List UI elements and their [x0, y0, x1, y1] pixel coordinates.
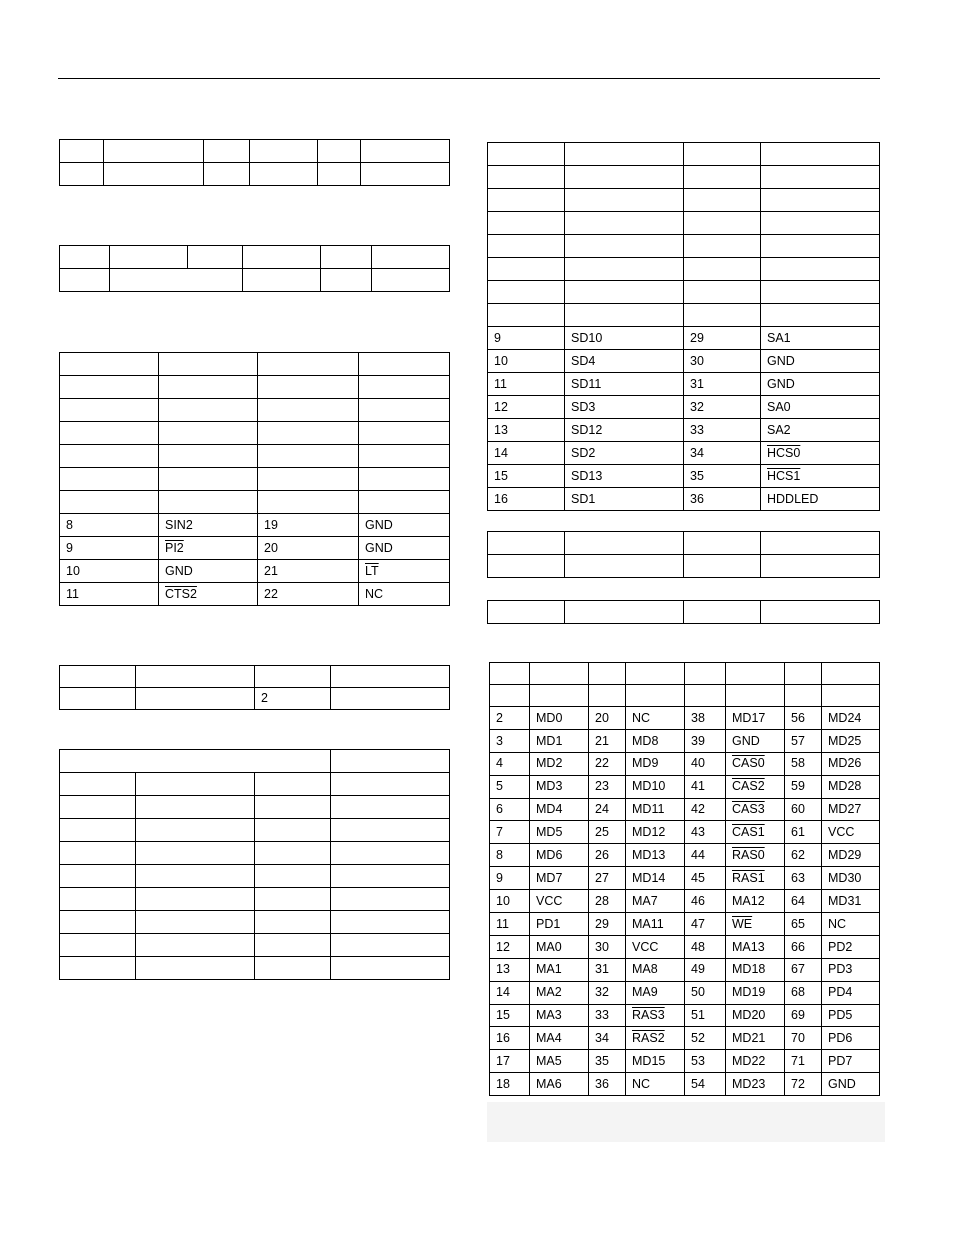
table-cell: HCS1: [761, 465, 880, 488]
table-cell: 4: [490, 752, 530, 775]
table-cell: 72: [785, 1073, 822, 1096]
table-cell: 2: [490, 707, 530, 730]
table-cell: SD1: [565, 488, 684, 511]
table-g: [487, 531, 880, 578]
table-cell: VCC: [822, 821, 880, 844]
table-row: [488, 419, 880, 442]
table-cell: GND: [822, 1073, 880, 1096]
table-cell: GND: [359, 537, 450, 560]
table-row: [490, 821, 880, 844]
table-cell: 18: [490, 1073, 530, 1096]
table-a: [59, 139, 450, 186]
table-cell: 22: [589, 752, 626, 775]
table-cell: 31: [684, 373, 761, 396]
table-cell: 34: [589, 1027, 626, 1050]
table-cell: MD11: [626, 798, 685, 821]
scan-shadow: [487, 1102, 885, 1142]
table-cell: MD7: [530, 867, 589, 890]
table-cell: MD2: [530, 752, 589, 775]
table-cell: CAS1: [726, 821, 785, 844]
table-cell: SA0: [761, 396, 880, 419]
table-cell: 11: [488, 373, 565, 396]
table-cell: 30: [589, 935, 626, 958]
table-cell: MD18: [726, 958, 785, 981]
table-cell: NC: [359, 583, 450, 606]
table-cell: 70: [785, 1027, 822, 1050]
table-cell: 60: [785, 798, 822, 821]
table-cell: PD3: [822, 958, 880, 981]
table-cell: 29: [589, 913, 626, 936]
table-row: [490, 981, 880, 1004]
table-cell: 25: [589, 821, 626, 844]
table-cell: 51: [685, 1004, 726, 1027]
table-cell: 62: [785, 844, 822, 867]
simm-connector-table: [489, 662, 880, 1096]
table-cell: $\overline{WE}$: [726, 913, 785, 936]
table-cell: 10: [490, 890, 530, 913]
table-cell: MD28: [822, 775, 880, 798]
table-cell: 28: [589, 890, 626, 913]
ide-connector-table: [487, 142, 880, 511]
table-cell: MA13: [726, 935, 785, 958]
table-cell: MD19: [726, 981, 785, 1004]
table-cell: 24: [589, 798, 626, 821]
table-cell: PI2: [159, 537, 258, 560]
table-cell: MD27: [822, 798, 880, 821]
table-row: [488, 327, 880, 350]
table-cell: SD13: [565, 465, 684, 488]
table-cell: 33: [589, 1004, 626, 1027]
table-cell: 45: [685, 867, 726, 890]
table-cell: 48: [685, 935, 726, 958]
table-cell: MD8: [626, 729, 685, 752]
table-cell: MD22: [726, 1050, 785, 1073]
table-cell: 15: [488, 465, 565, 488]
table-cell: MD13: [626, 844, 685, 867]
table-cell: MA11: [626, 913, 685, 936]
table-cell: MA5: [530, 1050, 589, 1073]
table-row: [490, 798, 880, 821]
table-cell: MA1: [530, 958, 589, 981]
table-cell: MD0: [530, 707, 589, 730]
table-cell: 63: [785, 867, 822, 890]
table-cell: MD12: [626, 821, 685, 844]
table-cell: MD24: [822, 707, 880, 730]
table-cell: 8: [60, 514, 159, 537]
table-cell: MA7: [626, 890, 685, 913]
table-cell: GND: [159, 560, 258, 583]
table-cell: MA2: [530, 981, 589, 1004]
table-row: [488, 488, 880, 511]
table-cell: SIN2: [159, 514, 258, 537]
table-cell: 71: [785, 1050, 822, 1073]
table-cell: MA3: [530, 1004, 589, 1027]
table-cell: 14: [490, 981, 530, 1004]
table-row: [490, 1004, 880, 1027]
table-row: [488, 396, 880, 419]
table-cell: 61: [785, 821, 822, 844]
table-cell: PD4: [822, 981, 880, 1004]
table-cell: 15: [490, 1004, 530, 1027]
table-cell: 6: [490, 798, 530, 821]
table-cell: MD14: [626, 867, 685, 890]
table-cell: HCS0: [761, 442, 880, 465]
table-row: [488, 442, 880, 465]
table-cell: 31: [589, 958, 626, 981]
table-cell: 53: [685, 1050, 726, 1073]
table-cell: MD21: [726, 1027, 785, 1050]
table-cell: SD10: [565, 327, 684, 350]
table-row: [490, 844, 880, 867]
table-cell: 11: [60, 583, 159, 606]
table-cell: 14: [488, 442, 565, 465]
table-cell: GND: [726, 729, 785, 752]
table-cell: SA1: [761, 327, 880, 350]
table-cell: 46: [685, 890, 726, 913]
table-row: [490, 913, 880, 936]
table-cell: CTS2: [159, 583, 258, 606]
table-cell: VCC: [530, 890, 589, 913]
table-cell: 16: [488, 488, 565, 511]
table-cell: MD15: [626, 1050, 685, 1073]
table-cell: 69: [785, 1004, 822, 1027]
table-cell: PD6: [822, 1027, 880, 1050]
table-cell: 10: [488, 350, 565, 373]
table-cell: MA9: [626, 981, 685, 1004]
table-e: [59, 749, 450, 980]
table-row: [60, 560, 450, 583]
table-cell: NC: [822, 913, 880, 936]
table-row: [488, 373, 880, 396]
table-cell: RAS0: [726, 844, 785, 867]
table-cell: 68: [785, 981, 822, 1004]
table-cell: 22: [258, 583, 359, 606]
table-cell: 57: [785, 729, 822, 752]
table-cell: 21: [589, 729, 626, 752]
table-cell: MD5: [530, 821, 589, 844]
table-cell: RAS1: [726, 867, 785, 890]
table-cell: 41: [685, 775, 726, 798]
table-row: [488, 350, 880, 373]
table-cell: 33: [684, 419, 761, 442]
table-cell: 58: [785, 752, 822, 775]
table-cell: 34: [684, 442, 761, 465]
table-cell: 50: [685, 981, 726, 1004]
table-cell: MD17: [726, 707, 785, 730]
table-cell: 40: [685, 752, 726, 775]
table-cell: 67: [785, 958, 822, 981]
table-cell: SD11: [565, 373, 684, 396]
table-cell: MD26: [822, 752, 880, 775]
table-cell: 66: [785, 935, 822, 958]
table-cell: PD7: [822, 1050, 880, 1073]
table-cell: SA2: [761, 419, 880, 442]
table-cell: 26: [589, 844, 626, 867]
table-cell: 32: [589, 981, 626, 1004]
table-cell: 9: [488, 327, 565, 350]
table-row: [490, 729, 880, 752]
table-cell: 27: [589, 867, 626, 890]
table-cell: 44: [685, 844, 726, 867]
table-cell: 3: [490, 729, 530, 752]
table-row: [490, 1073, 880, 1096]
table-cell: 36: [684, 488, 761, 511]
table-row: [490, 1050, 880, 1073]
table-cell: MA6: [530, 1073, 589, 1096]
table-cell: CAS3: [726, 798, 785, 821]
table-row: [60, 537, 450, 560]
table-cell: 11: [490, 913, 530, 936]
table-cell: 5: [490, 775, 530, 798]
table-cell: MA8: [626, 958, 685, 981]
table-cell: 52: [685, 1027, 726, 1050]
table-cell: 21: [258, 560, 359, 583]
table-cell: RAS2: [626, 1027, 685, 1050]
table-cell: MA0: [530, 935, 589, 958]
table-row: [60, 514, 450, 537]
table-cell: 19: [258, 514, 359, 537]
table-cell: SD2: [565, 442, 684, 465]
table-cell: 20: [258, 537, 359, 560]
table-cell: 65: [785, 913, 822, 936]
table-cell: 16: [490, 1027, 530, 1050]
table-cell: MD9: [626, 752, 685, 775]
table-cell: GND: [359, 514, 450, 537]
table-row: [60, 583, 450, 606]
table-cell: 12: [490, 935, 530, 958]
table-cell: 29: [684, 327, 761, 350]
table-row: [490, 958, 880, 981]
table-cell: SD3: [565, 396, 684, 419]
table-cell: MD10: [626, 775, 685, 798]
table-cell: MA4: [530, 1027, 589, 1050]
table-cell: PD2: [822, 935, 880, 958]
table-cell: 47: [685, 913, 726, 936]
table-cell: 17: [490, 1050, 530, 1073]
table-cell: 13: [490, 958, 530, 981]
table-cell: NC: [626, 1073, 685, 1096]
table-row: [490, 867, 880, 890]
table-cell: MD25: [822, 729, 880, 752]
header-rule: [58, 78, 880, 79]
table-cell: MD23: [726, 1073, 785, 1096]
table-cell: NC: [626, 707, 685, 730]
table-row: [490, 890, 880, 913]
table-b: [59, 245, 450, 292]
serial-connector-table: [59, 352, 450, 606]
table-cell: 7: [490, 821, 530, 844]
table-cell: 32: [684, 396, 761, 419]
table-cell: 64: [785, 890, 822, 913]
table-cell: 39: [685, 729, 726, 752]
table-cell: $\overline{LT}$: [359, 560, 450, 583]
table-cell: PD5: [822, 1004, 880, 1027]
table-h: [487, 600, 880, 624]
table-cell: GND: [761, 350, 880, 373]
table-cell: CAS0: [726, 752, 785, 775]
table-cell: 23: [589, 775, 626, 798]
table-row: [490, 935, 880, 958]
table-cell: MD30: [822, 867, 880, 890]
table-cell: 9: [60, 537, 159, 560]
table-cell: 56: [785, 707, 822, 730]
table-cell: MD29: [822, 844, 880, 867]
table-row: [490, 707, 880, 730]
table-cell: MA12: [726, 890, 785, 913]
table-row: [490, 775, 880, 798]
table-cell: PD1: [530, 913, 589, 936]
table-cell: VCC: [626, 935, 685, 958]
table-cell: 36: [589, 1073, 626, 1096]
table-row: [488, 465, 880, 488]
table-cell: 9: [490, 867, 530, 890]
table-cell: 42: [685, 798, 726, 821]
table-cell: MD6: [530, 844, 589, 867]
table-cell: SD12: [565, 419, 684, 442]
table-cell: 49: [685, 958, 726, 981]
table-row: [490, 1027, 880, 1050]
table-cell: MD3: [530, 775, 589, 798]
table-cell: 12: [488, 396, 565, 419]
table-cell: SD4: [565, 350, 684, 373]
table-cell: 13: [488, 419, 565, 442]
small-connector-table: [59, 665, 450, 710]
table-cell: 43: [685, 821, 726, 844]
table-cell: MD31: [822, 890, 880, 913]
table-cell: 35: [684, 465, 761, 488]
table-cell: MD20: [726, 1004, 785, 1027]
table-cell: RAS3: [626, 1004, 685, 1027]
table-cell: 20: [589, 707, 626, 730]
table-cell: GND: [761, 373, 880, 396]
table-cell: MD1: [530, 729, 589, 752]
table-cell: 30: [684, 350, 761, 373]
table-cell: 35: [589, 1050, 626, 1073]
table-row: [490, 752, 880, 775]
table-cell: MD4: [530, 798, 589, 821]
table-cell: HDDLED: [761, 488, 880, 511]
table-cell: 8: [490, 844, 530, 867]
table-cell: 10: [60, 560, 159, 583]
table-cell: 38: [685, 707, 726, 730]
table-cell: CAS2: [726, 775, 785, 798]
table-cell: 59: [785, 775, 822, 798]
table-cell: 54: [685, 1073, 726, 1096]
pin-number: 2: [255, 688, 331, 710]
